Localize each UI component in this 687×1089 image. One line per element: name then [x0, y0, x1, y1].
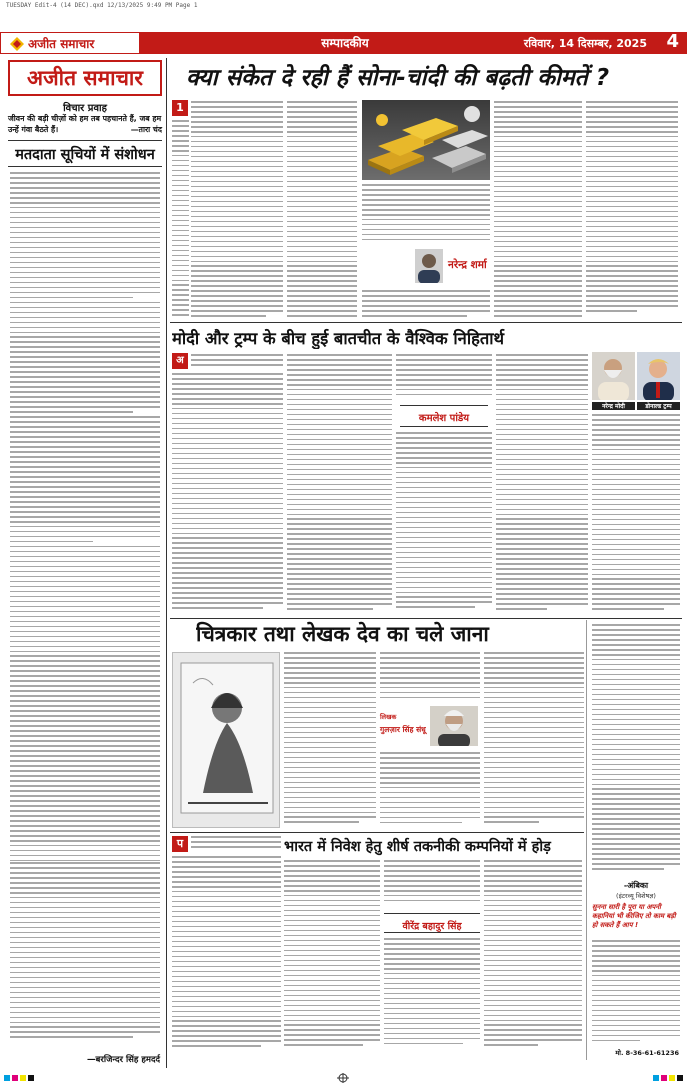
letter-quote: सुनना सारी है पूरा या अपनी कहानियां भी कीजिए तो काम बड़ी हो सकते हैं आप ! [592, 903, 676, 929]
divider [8, 140, 162, 141]
story4-col4 [484, 860, 582, 1052]
vichar-label: विचार प्रवाह [63, 103, 107, 114]
story3-author-photo [430, 706, 478, 746]
trump-photo [637, 352, 680, 400]
story4-col1b [172, 856, 281, 1052]
masthead-date: रविवार, 14 दिसम्बर, 2025 [523, 37, 647, 50]
masthead [0, 32, 687, 54]
story4-col3 [384, 860, 480, 908]
page-number: 4 [666, 31, 679, 52]
story2-col3 [396, 354, 492, 400]
story2-col1b [172, 373, 283, 613]
story3-col4 [484, 652, 584, 828]
story2-col5 [592, 414, 680, 613]
thought-quote: जीवन की बड़ी चीज़ों को हम तब पहचानते हैं, जब हम उन्हें गंवा बैठते हैं। —तारा चंद [8, 114, 162, 134]
story1-col4 [494, 101, 582, 319]
story1-author: नरेन्द्र शर्मा [448, 259, 487, 271]
masthead-section-left: अजीत समाचार [28, 37, 95, 51]
story1-headline: क्या संकेत दे रही हैं सोना-चांदी की बढ़ती कीमतें ? [186, 65, 610, 91]
painting-image [172, 652, 280, 828]
letter-mobile: मो. 8-36-61-61236 [615, 1049, 679, 1057]
story1-author-photo [415, 249, 443, 283]
story1-col3b [362, 290, 490, 320]
masthead-center-tab [270, 32, 420, 54]
story3-col3b [380, 752, 480, 828]
story3-headline: चित्रकार तथा लेखक देव का चले जाना [196, 622, 489, 646]
editorial-body-2 [10, 862, 160, 1052]
column-divider [586, 620, 587, 1060]
editorial-body [10, 172, 160, 862]
gold-silver-photo [362, 100, 490, 180]
sidebar-header [8, 60, 162, 96]
divider [170, 832, 584, 833]
story3-col3 [380, 652, 480, 706]
story2-headline: मोदी और ट्रम्प के बीच हुई बातचीत के वैश्विक निहितार्थ [172, 329, 505, 348]
story1-col3 [362, 184, 490, 244]
story3-col2 [284, 652, 376, 828]
story1-dropcap: 1 [172, 100, 188, 116]
story4-headline: भारत में निवेश हेतु शीर्ष तकनीकी कम्पनियों में होड़ [284, 839, 551, 855]
letter-body-2 [592, 940, 680, 1048]
story1-col2 [287, 101, 357, 319]
story4-col1 [191, 836, 281, 852]
story4-col3b [384, 938, 480, 1052]
story4-dropcap: प [172, 836, 188, 852]
letter-body [592, 624, 680, 878]
modi-photo [592, 352, 635, 400]
story4-author: वीरेंद्र बहादुर सिंह [402, 921, 462, 932]
letter-author: -अंबिका [623, 881, 649, 890]
paper-name: अजीत समाचार [27, 65, 143, 90]
story2-dropcap: अ [172, 353, 188, 369]
divider [170, 322, 682, 323]
story2-author-box [400, 405, 488, 427]
modi-caption: नरेन्द्र मोदी [592, 402, 635, 410]
editorial-title: मतदाता सूचियों में संशोधन [15, 147, 155, 163]
story1-col5 [586, 101, 678, 319]
letter-author-role: (इंटरव्यू विशेषज्ञ) [616, 892, 656, 900]
print-color-bar [0, 1068, 687, 1078]
editorial-byline: —बरजिन्दर सिंह हमदर्द [87, 1055, 160, 1065]
logo-icon [10, 36, 24, 50]
divider [8, 166, 162, 167]
story3-author-label: लिखक [380, 713, 397, 721]
story2-col4 [496, 354, 588, 613]
trump-caption: डोनाल्ड ट्रम्प [637, 402, 680, 410]
story1-col1b [172, 120, 189, 319]
column-divider [166, 58, 167, 1068]
story2-col1 [191, 354, 283, 370]
story4-col2 [284, 860, 380, 1052]
story3-author: गुलज़ार सिंह संधू [380, 725, 426, 734]
story1-col1 [191, 101, 283, 319]
story2-col3b [396, 432, 492, 613]
story4-author-box [384, 913, 480, 933]
divider [170, 618, 682, 619]
print-slug: TUESDAY Edit-4 (14 DEC).qxd 12/13/2025 9:49 PM Page 1 [6, 2, 198, 9]
story2-col2 [287, 354, 392, 613]
masthead-section-center: सम्पादकीय [321, 36, 369, 50]
story2-author: कमलेश पांडेय [418, 413, 470, 424]
quote-author: —तारा चंद [130, 125, 162, 134]
